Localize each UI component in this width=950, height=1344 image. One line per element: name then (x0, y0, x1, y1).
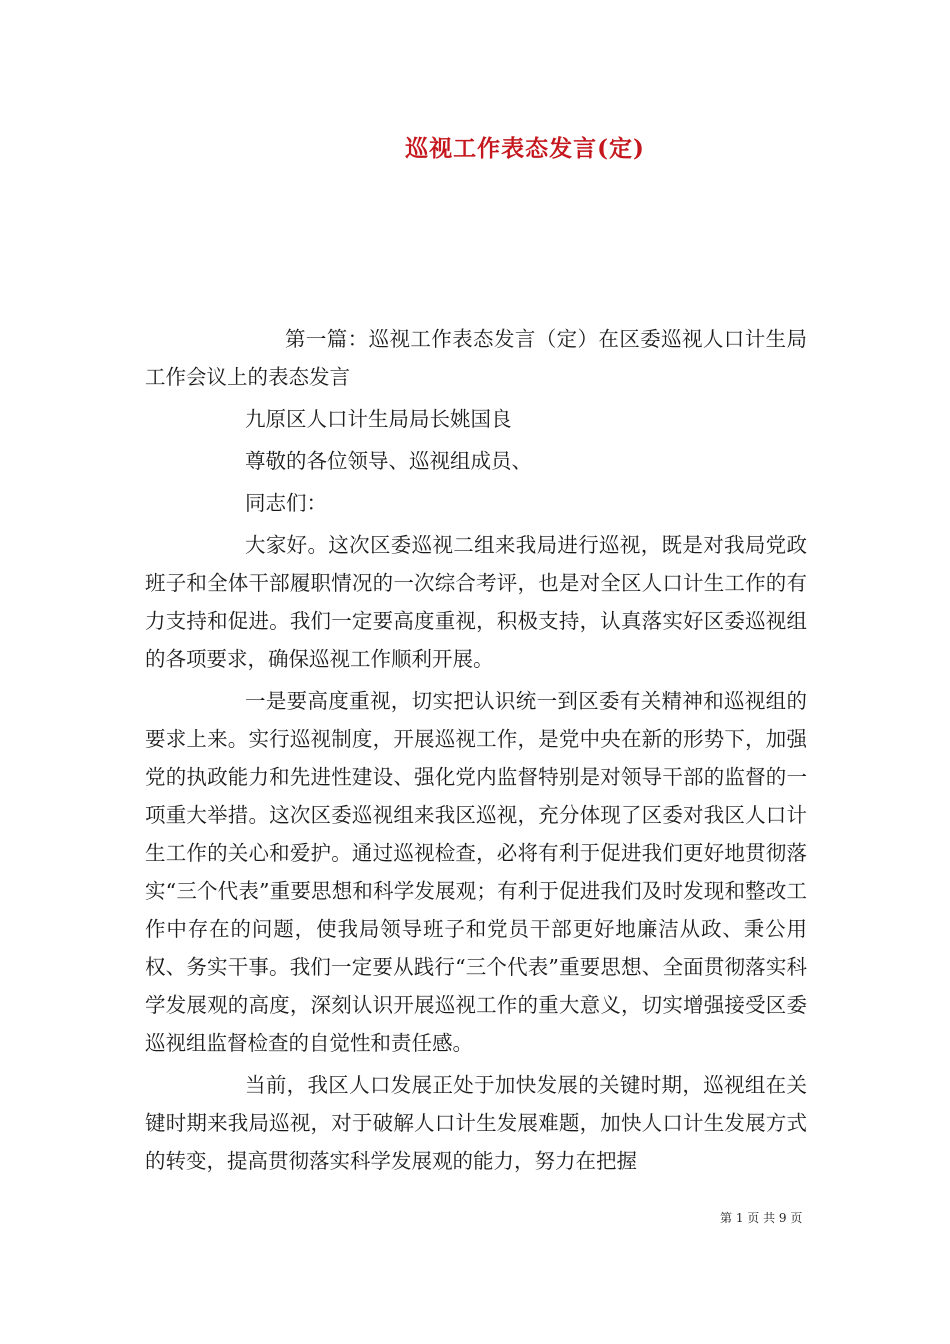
page-number-footer: 第 1 页 共 9 页 (720, 1211, 803, 1225)
speaker-line: 九原区人口计生局局长姚国良 (245, 407, 512, 431)
paragraph-1: 大家好。这次区委巡视二组来我局进行巡视，既是对我局党政班子和全体干部履职情况的一次综合考评，也是对全区人口计生工作的有力支持和促进。我们一定要高度重视，积极支持，认真落实好区委巡视组的各项要求，确保巡视工作顺利开展。 (145, 533, 807, 671)
salutation-line-2: 同志们： (245, 491, 327, 515)
paragraph-2: 一是要高度重视，切实把认识统一到区委有关精神和巡视组的要求上来。实行巡视制度，开展巡视工作，是党中央在新的形势下，加强党的执政能力和先进性建设、强化党内监督特别是对领导干部的监督的一项重大举措。这次区委巡视组来我区巡视，充分体现了区委对我区人口计生工作的关心和爱护。通过巡视检查，必将有利于促进我们更好地贯彻落实“三个代表”重要思想和科学发展观；有利于促进我们及时发现和整改工作中存在的问题，使我局领导班子和党员干部更好地廉洁从政、秉公用权、务实干事。我们一定要从践行“三个代表”重要思想、全面贯彻落实科学发展观的高度，深刻认识开展巡视工作的重大意义，切实增强接受区委巡视组监督检查的自觉性和责任感。 (145, 689, 807, 1055)
heading-paragraph: 第一篇：巡视工作表态发言（定）在区委巡视人口计生局工作会议上的表态发言 (145, 327, 807, 389)
salutation-line-1: 尊敬的各位领导、巡视组成员、 (245, 449, 532, 473)
paragraph-3: 当前，我区人口发展正处于加快发展的关键时期，巡视组在关键时期来我局巡视，对于破解人口计生发展难题，加快人口计生发展方式的转变，提高贯彻落实科学发展观的能力，努力在把握 (145, 1073, 807, 1173)
document-title: 巡视工作表态发言(定) (405, 135, 645, 162)
document-body (145, 320, 807, 1184)
